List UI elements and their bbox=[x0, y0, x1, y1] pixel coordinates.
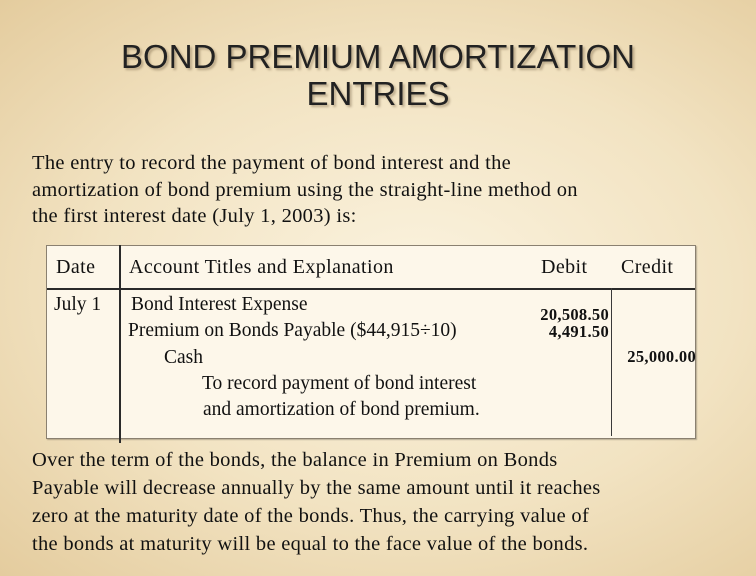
title-line-1: BOND PREMIUM AMORTIZATION bbox=[121, 38, 635, 75]
intro-paragraph bbox=[32, 150, 732, 230]
header-debit: Debit bbox=[541, 256, 588, 278]
title-line-2: ENTRIES bbox=[306, 75, 450, 112]
account-line-premium-on-bonds: Premium on Bonds Payable ($44,915÷10) bbox=[128, 320, 457, 341]
slide-title bbox=[0, 38, 756, 112]
explanation-line: To record payment of bond interest bbox=[202, 373, 477, 394]
outro-line: Payable will decrease annually by the same amount until it reaches bbox=[32, 477, 601, 499]
credit-amount-cash: 25,000.00 bbox=[627, 347, 696, 366]
debit-amount-premium: 4,491.50 bbox=[548, 322, 609, 341]
outro-line: the bonds at maturity will be equal to the face value of the bonds. bbox=[32, 533, 589, 555]
entry-date: July 1 bbox=[54, 294, 102, 315]
outro-line: Over the term of the bonds, the balance in Premium on Bonds bbox=[32, 449, 558, 471]
header-date: Date bbox=[56, 256, 96, 278]
debit-column-divider bbox=[611, 288, 612, 436]
explanation-line: and amortization of bond premium. bbox=[203, 399, 480, 420]
account-line-cash: Cash bbox=[164, 347, 203, 368]
header-divider bbox=[47, 288, 695, 290]
intro-line: The entry to record the payment of bond interest and the bbox=[32, 152, 512, 174]
intro-line: the first interest date (July 1, 2003) is: bbox=[32, 205, 357, 227]
closing-paragraph bbox=[32, 446, 732, 558]
header-credit: Credit bbox=[621, 256, 674, 278]
outro-line: zero at the maturity date of the bonds. Thus, the carrying value of bbox=[32, 505, 590, 527]
date-column-divider bbox=[119, 245, 121, 443]
debit-amount-bond-interest: 20,508.50 bbox=[540, 305, 609, 324]
intro-line: amortization of bond premium using the straight-line method on bbox=[32, 178, 578, 201]
account-line-bond-interest-expense: Bond Interest Expense bbox=[131, 294, 308, 315]
header-account: Account Titles and Explanation bbox=[129, 256, 394, 278]
